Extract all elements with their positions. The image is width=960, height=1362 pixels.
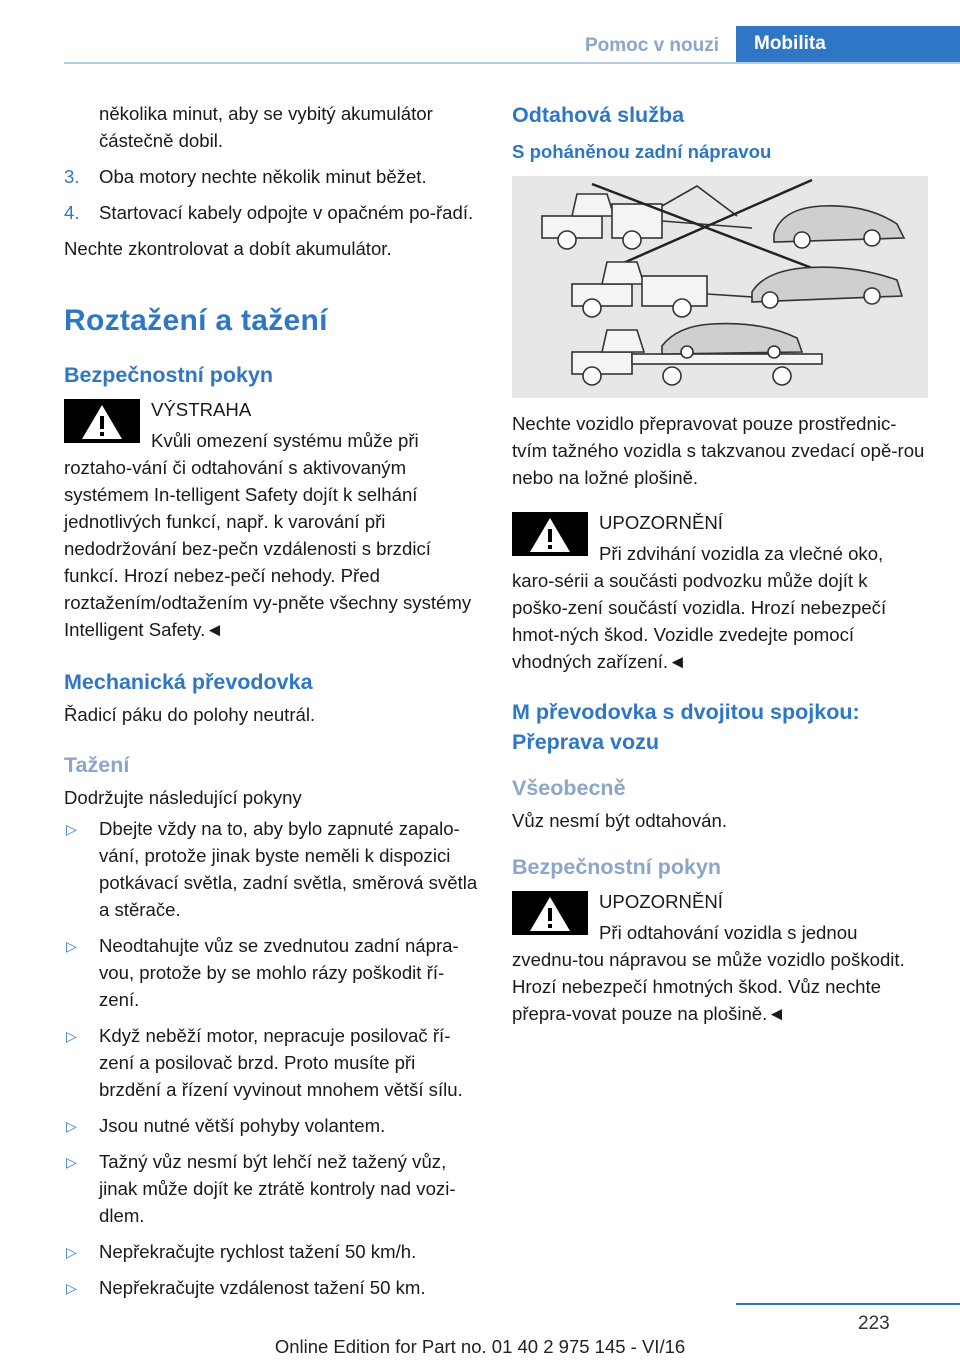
- tow-service-heading: Odtahová služba: [512, 103, 685, 127]
- notice-text: Při zdvihání vozidla za vlečné oko, karo‐sérii a součásti podvozku může dojít k poško‐zení součástí vozidla. Hrozí nebezpečí hmot‐ných škod. Vozidle zvedejte pomocí vhodných zařízení.◄: [512, 543, 887, 672]
- notice-title: UPOZORNĚNÍ: [599, 891, 723, 912]
- section-title: Roztažení a tažení: [64, 304, 328, 337]
- manual-gearbox-heading: Mechanická převodovka: [64, 670, 313, 694]
- triangle-bullet-icon: ▷: [66, 821, 77, 837]
- list-item: ▷ Neodtahujte vůz se zvednutou zadní nápra‐vou, protože by se mohlo rázy poškodit ří‐zení.: [66, 935, 459, 1010]
- page-header: [0, 0, 960, 62]
- step-number: 4.: [64, 202, 80, 223]
- tab-help[interactable]: Pomoc v nouzi: [584, 35, 720, 56]
- warning-text: Kvůli omezení systému může při roztaho‐vání či odtahování s aktivovaným systémem In‐telligent Safety dojít k selhání jednotlivých funkcí, např. k varování při nedodržování bez‐pečn vzdálenosti s brzdicí funkcí. Hrozí nebez‐pečí nehody. Před roztažením/odtažením vy‐pněte všechny systémy Intelligent Safety.◄: [64, 430, 472, 640]
- step-number: 3.: [64, 166, 80, 187]
- safety-heading: Bezpečnostní pokyn: [64, 363, 274, 387]
- page-number: 223: [858, 1313, 890, 1334]
- step-item: 3. Oba motory nechte několik minut běžet.: [64, 163, 480, 190]
- safety-heading-right: Bezpečnostní pokyn: [512, 855, 722, 879]
- right-column: [512, 100, 928, 1027]
- list-item: ▷ Nepřekračujte vzdálenost tažení 50 km.: [64, 1274, 480, 1301]
- manual-gearbox-text: Řadicí páku do polohy neutrál.: [64, 704, 316, 725]
- towing-intro: Dodržujte následující pokyny: [64, 787, 302, 808]
- step-item: 4. Startovací kabely odpojte v opačném po‐řadí.: [64, 199, 480, 226]
- notice-box: [512, 886, 928, 1027]
- warning-title: VÝSTRAHA: [151, 399, 252, 420]
- notice-box: [512, 507, 928, 675]
- rear-drive-heading: S poháněnou zadní nápravou: [512, 141, 772, 162]
- warning-icon: [512, 891, 588, 935]
- triangle-bullet-icon: ▷: [66, 1244, 77, 1260]
- tow-service-intro: Nechte vozidlo přepravovat pouze prostřednic‐tvím tažného vozidla s takzvanou zvedací opě‐rou nebo na ložné plošině.: [512, 413, 925, 488]
- list-item: ▷ Tažný vůz nesmí být lehčí než tažený vůz, jinak může dojít ke ztrátě kontroly nad vozi‐dlem.: [66, 1151, 456, 1226]
- towing-heading: Tažení: [64, 753, 130, 777]
- tab-mobility[interactable]: Mobilita: [736, 26, 960, 62]
- triangle-bullet-icon: ▷: [66, 1118, 77, 1134]
- list-item: ▷ Jsou nutné větší pohyby volantem.: [64, 1112, 480, 1139]
- dct-heading: M převodovka s dvojitou spojkou: Přeprava vozu: [512, 700, 860, 754]
- towing-list: [64, 815, 480, 1301]
- general-text: Vůz nesmí být odtahován.: [512, 810, 727, 831]
- triangle-bullet-icon: ▷: [66, 938, 77, 954]
- triangle-bullet-icon: ▷: [66, 1154, 77, 1170]
- edition-footer: Online Edition for Part no. 01 40 2 975 145 - VI/16: [274, 1336, 686, 1357]
- left-column: [64, 100, 480, 1310]
- general-heading: Všeobecně: [512, 776, 626, 800]
- triangle-bullet-icon: ▷: [66, 1028, 77, 1044]
- footer-divider: [736, 1303, 960, 1305]
- after-steps-text: Nechte zkontrolovat a dobít akumulátor.: [64, 238, 392, 259]
- triangle-bullet-icon: ▷: [66, 1280, 77, 1296]
- notice-text: Při odtahování vozidla s jednou zvednu‐tou nápravou se může vozidlo poškodit. Hrozí nebezpečí hmotných škod. Vůz nechte přepra‐vovat pouze na plošině.◄: [512, 922, 905, 1024]
- list-item: ▷ Když neběží motor, nepracuje posilovač ří‐zení a posilovač brzd. Proto musíte při brzdění a řízení vyvinout mnohem větší sílu.: [66, 1025, 463, 1100]
- list-item: ▷ Nepřekračujte rychlost tažení 50 km/h.: [64, 1238, 480, 1265]
- warning-icon: [64, 399, 140, 443]
- header-divider: [64, 62, 960, 64]
- warning-icon: [512, 512, 588, 556]
- step-continuation: několika minut, aby se vybitý akumulátor částečně dobil.: [99, 103, 433, 151]
- towing-illustration: [512, 176, 928, 398]
- list-item: ▷ Dbejte vždy na to, aby bylo zapnuté zapalo‐vání, protože jinak byste neměli k dispozici potkávací světla, zadní světla, směrová světla a stěrače.: [66, 818, 478, 920]
- warning-box: [64, 394, 480, 643]
- notice-title: UPOZORNĚNÍ: [599, 512, 723, 533]
